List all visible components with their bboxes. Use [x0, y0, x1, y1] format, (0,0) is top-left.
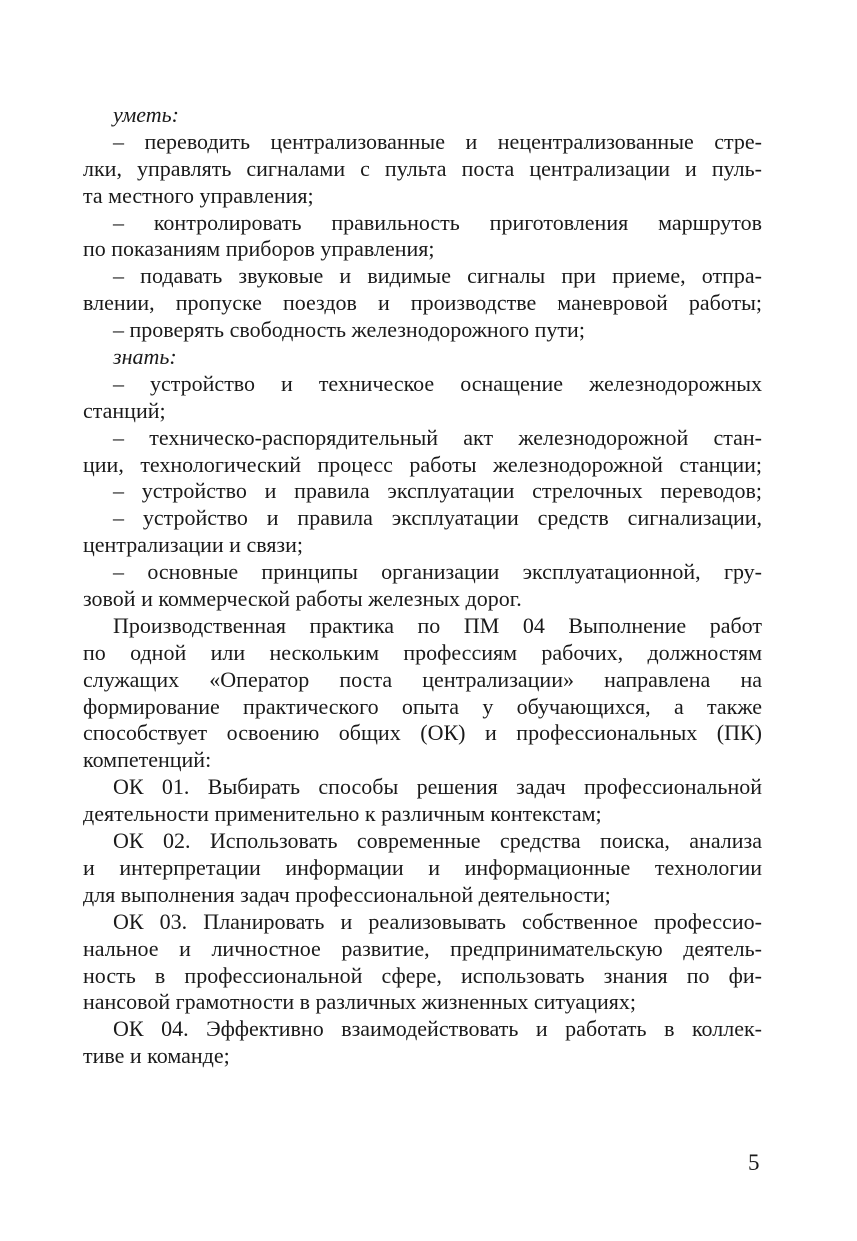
heading-znat: знать: — [113, 344, 177, 370]
text-line: станций; — [83, 397, 166, 423]
text-line: влении, пропуске поездов и производстве маневровой работы; — [83, 290, 762, 316]
text-line: служащих «Оператор поста централизации» направлена на — [83, 666, 762, 692]
text-line: ции, технологический процесс работы железнодорожной станции; — [83, 451, 762, 477]
text-line: по показаниям приборов управления; — [83, 236, 435, 262]
text-line: – подавать звуковые и видимые сигналы при приеме, отпра- — [113, 263, 762, 289]
page-body — [83, 102, 762, 1070]
text-line: – устройство и техническое оснащение железнодорожных — [113, 370, 762, 396]
text-line: – устройство и правила эксплуатации средств сигнализации, — [113, 505, 762, 531]
text-line: ОК 02. Использовать современные средства поиска, анализа — [113, 828, 762, 854]
text-line: централизации и связи; — [83, 532, 304, 558]
text-line: – устройство и правила эксплуатации стрелочных переводов; — [113, 478, 762, 504]
text-line: ОК 04. Эффективно взаимодействовать и работать в коллек- — [113, 1016, 762, 1042]
text-line: – контролировать правильность приготовления маршрутов — [113, 209, 762, 235]
text-line: компетенций: — [83, 747, 212, 773]
text-line: нальное и личностное развитие, предпринимательскую деятель- — [83, 935, 762, 961]
heading-umet: уметь: — [113, 102, 179, 127]
text-line: ОК 03. Планировать и реализовывать собственное профессио- — [113, 908, 762, 934]
text-line: тиве и команде; — [83, 1043, 230, 1069]
text-line: деятельности применительно к различным контекстам; — [83, 801, 602, 827]
text-line: и интерпретации информации и информационные технологии — [83, 854, 762, 880]
text-line: способствует освоению общих (ОК) и профессиональных (ПК) — [83, 720, 762, 746]
text-line: лки, управлять сигналами с пульта поста централизации и пуль- — [83, 155, 762, 181]
page-number: 5 — [748, 1150, 760, 1175]
text-line: та местного управления; — [83, 182, 314, 208]
text-line: нансовой грамотности в различных жизненных ситуациях; — [83, 989, 636, 1015]
text-line: – переводить централизованные и нецентрализованные стре- — [113, 128, 762, 154]
text-line: – проверять свободность железнодорожного пути; — [113, 317, 585, 343]
text-line: – основные принципы организации эксплуатационной, гру- — [113, 559, 762, 585]
text-line: Производственная практика по ПМ 04 Выполнение работ — [113, 612, 762, 638]
text-line: зовой и коммерческой работы железных дорог. — [83, 586, 522, 612]
text-line: формирование практического опыта у обучающихся, а также — [83, 693, 762, 719]
text-line: для выполнения задач профессиональной деятельности; — [83, 881, 611, 907]
text-line: ность в профессиональной сфере, использовать знания по фи- — [83, 962, 762, 988]
text-line: – техническо-распорядительный акт железнодорожной стан- — [113, 424, 762, 450]
text-line: по одной или нескольким профессиям рабочих, должностям — [83, 639, 762, 665]
text-line: ОК 01. Выбирать способы решения задач профессиональной — [113, 774, 762, 800]
